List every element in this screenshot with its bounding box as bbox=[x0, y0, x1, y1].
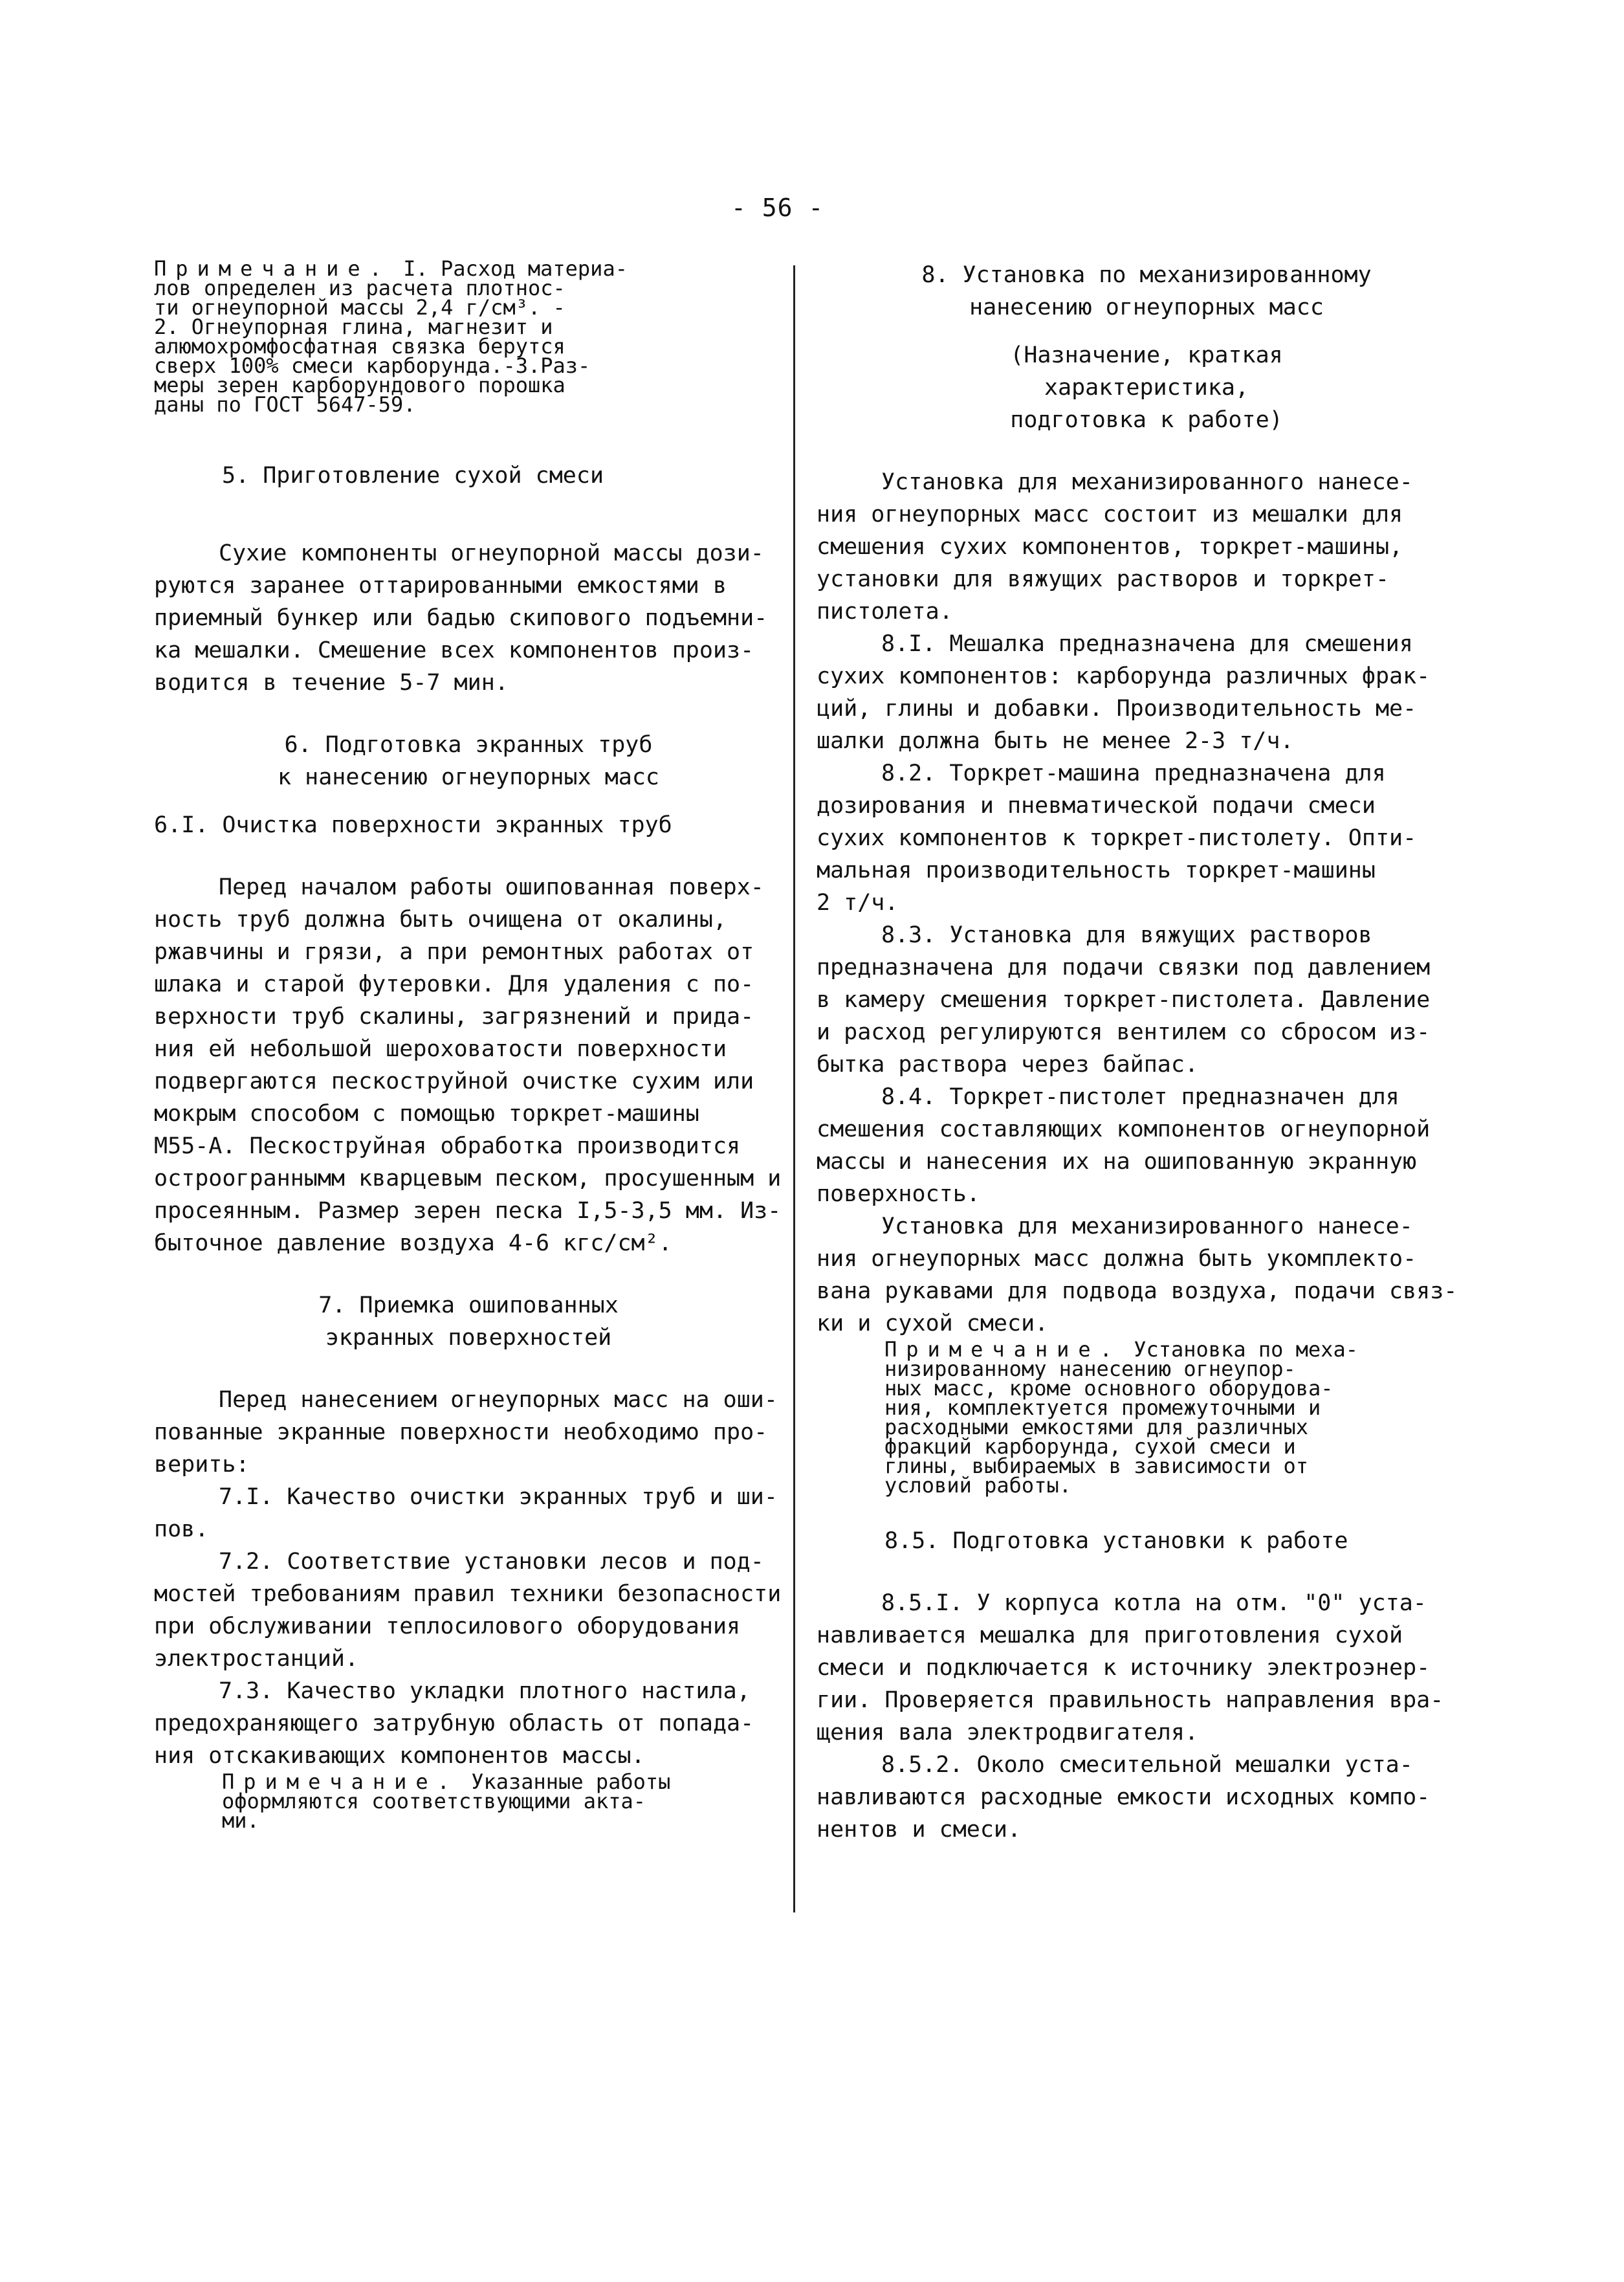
section-8-complete-text: Установка для механизированного нанесе- ния огнеупорных масс должна быть укомплекто- вана рукавами для подвода воздуха, подачи связ- ки и сухой смеси. bbox=[817, 1213, 1458, 1336]
section-6-1-heading: 6.I. Очистка поверхности экранных труб bbox=[154, 812, 672, 838]
section-8-subheading: (Назначение, краткая характеристика, подготовка к работе) bbox=[1010, 342, 1283, 433]
section-8-5-heading: 8.5. Подготовка установки к работе bbox=[884, 1528, 1348, 1554]
section-8-heading: 8. Установка по механизированному нанесению огнеупорных масс bbox=[921, 262, 1372, 320]
note-3-lead: Примечание. bbox=[884, 1337, 1121, 1362]
note-2 bbox=[154, 1769, 783, 1833]
note-3 bbox=[817, 1337, 1476, 1498]
note-1-body: I. Расход материа- лов определен из расчета плотнос- ти огнеупорной массы 2,4 г/см³. - 2. Огнеупорная глина, магнезит и алюмохромфосфатная связка берутся сверх 100% смеси карборунда.-3.Раз- меры зерен карборундового порошка даны по ГОСТ 5647-59. bbox=[154, 256, 628, 417]
section-8-5-2-text: 8.5.2. Около смесительной мешалки уста- навливаются расходные емкости исходных компо- нентов и смеси. bbox=[817, 1752, 1431, 1843]
note-3-body: Установка по меха- низированному нанесению огнеупор- ных масс, кроме основного оборудова- ния, комплектуется промежуточными и расходными емкостями для различных фракций карборунда, сухой смеси и глины, выбираемых в зависимости от условий работы. bbox=[884, 1337, 1358, 1498]
section-7-text: Перед нанесением огнеупорных масс на оши- пованные экранные поверхности необходимо про- верить: bbox=[154, 1387, 778, 1478]
section-8-2-text: 8.2. Торкрет-машина предназначена для дозирования и пневматической подачи смеси сухих компонентов к торкрет-пистолету. Опти- мальная производительность торкрет-машины 2 т/ч. bbox=[817, 760, 1417, 916]
section-6-heading: 6. Подготовка экранных труб к нанесению огнеупорных масс bbox=[277, 732, 659, 790]
section-7-1-text: 7.I. Качество очистки экранных труб и ши- пов. bbox=[154, 1484, 778, 1542]
section-8-3-text: 8.3. Установка для вяжущих растворов предназначена для подачи связки под давлением в камеру смешения торкрет-пистолета. Давление и расход регулируются вентилем со сбросом из- бытка раствора через байпас. bbox=[817, 922, 1431, 1078]
section-7-2-text: 7.2. Соответствие установки лесов и под- мостей требованиям правил техники безопасности при обслуживании теплосилового оборудования электростанций. bbox=[154, 1549, 782, 1672]
left-column bbox=[154, 256, 783, 1833]
section-7-heading: 7. Приемка ошипованных экранных поверхностей bbox=[318, 1292, 619, 1351]
section-5-heading: 5. Приготовление сухой смеси bbox=[222, 463, 604, 489]
section-8-5-1-text: 8.5.I. У корпуса котла на отм. "0" уста- навливается мешалка для приготовления сухой смеси и подключается к источнику электроэнер- гии. Проверяется правильность направления вра- щения вала электродвигателя. bbox=[817, 1590, 1444, 1745]
note-1-lead: Примечание. bbox=[154, 256, 391, 281]
right-column bbox=[817, 259, 1476, 1846]
section-8-4-text: 8.4. Торкрет-пистолет предназначен для смешения составляющих компонентов огнеупорной массы и нанесения их на ошипованную экранную поверхность. bbox=[817, 1084, 1431, 1207]
section-7-3-text: 7.3. Качество укладки плотного настила, предохраняющего затрубную область от попада- ния отскакивающих компонентов массы. bbox=[154, 1678, 754, 1769]
column-divider bbox=[793, 265, 795, 1912]
note-2-body: Указанные работы оформляются соответствующими акта- ми. bbox=[222, 1769, 671, 1833]
section-6-1-text: Перед началом работы ошипованная поверх- ность труб должна быть очищена от окалины, ржавчины и грязи, а при ремонтных работах от шлака и старой футеровки. Для удаления с по- верхности труб скалины, загрязнений и прида- ния ей небольшой шероховатости поверхности подвергаются пескоструйной очистке сухим или мокрым способом с помощью торкрет-машины М55-А. Пескоструйная обработка производится остроограннымм кварцевым песком, просушенным и просеянным. Размер зерен песка I,5-3,5 мм. Из- быточное давление воздуха 4-6 кгс/см². bbox=[154, 874, 782, 1256]
section-8-intro: Установка для механизированного нанесе- ния огнеупорных масс состоит из мешалки для смешения сухих компонентов, торкрет-машины, установки для вяжущих растворов и торкрет- пистолета. bbox=[817, 469, 1413, 625]
note-2-lead: Примечание. bbox=[222, 1769, 459, 1794]
section-8-1-text: 8.I. Мешалка предназначена для смешения сухих компонентов: карборунда различных фрак- ций, глины и добавки. Производительность ме- шалки должна быть не менее 2-3 т/ч. bbox=[817, 631, 1431, 754]
note-1 bbox=[154, 256, 783, 417]
page-number: - 56 - bbox=[731, 194, 824, 222]
section-5-text: Сухие компоненты огнеупорной массы дози- руются заранее оттарированными емкостями в приемный бункер или бадью скипового подъемни- ка мешалки. Смешение всех компонентов произ- водится в течение 5-7 мин. bbox=[154, 540, 768, 696]
